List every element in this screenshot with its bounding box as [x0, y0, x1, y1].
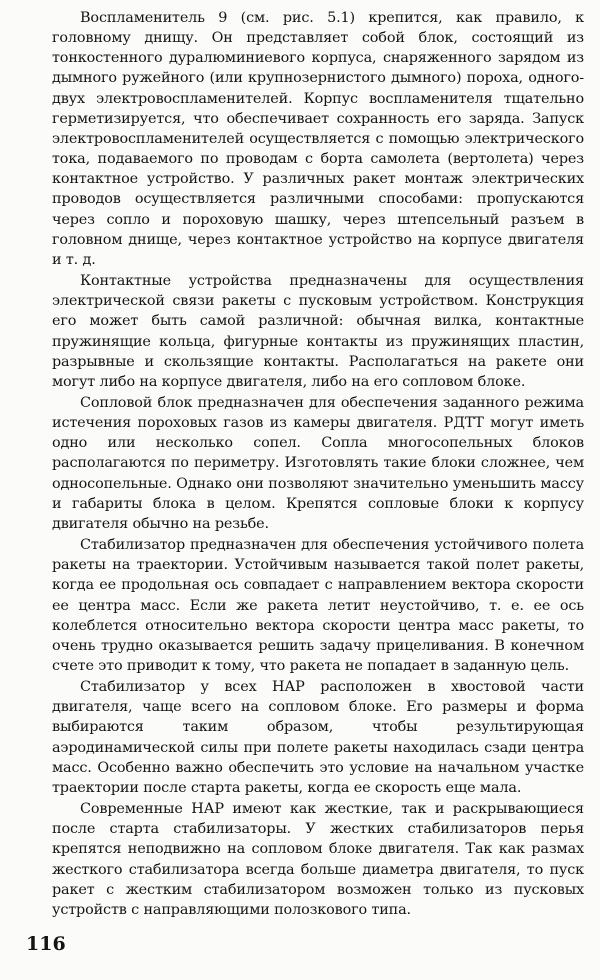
- paragraph-igniter: Воспламенитель 9 (см. рис. 5.1) крепится, как правило, к головному днищу. Он представляет собой блок, состоящий из тонкостенного дуралюминиевого корпуса, снаряженного зарядом из дымного ружейного (или крупнозернистого дымного) пороха, одного-двух электровоспламенителей. Корпус воспламенителя тщательно герметизируется, что обеспечивает сохранность его заряда. Запуск электровоспламенителей осуществляется с помощью электрического тока, подаваемого по проводам с борта самолета (вертолета) через контактное устройство. У различных ракет монтаж электрических проводов осуществляется различными способами: пропускаются через сопло и пороховую шашку, через штепсельный разъем в головном днище, через контактное устройство на корпусе двигателя и т. д.: [52, 10, 584, 268]
- paragraph-nozzle-block: Сопловой блок предназначен для обеспечения заданного режима истечения пороховых газов из камеры двигателя. РДТТ могут иметь одно или несколько сопел. Сопла многосопельных блоков располагаются по периметру. Изготовлять такие блоки сложнее, чем односопельные. Однако они позволяют значительно уменьшить массу и габариты блока в целом. Крепятся сопловые блоки к корпусу двигателя обычно на резьбе.: [52, 394, 584, 532]
- paragraph-stabilizer-location: Стабилизатор у всех НАР расположен в хвостовой части двигателя, чаще всего на сопловом блоке. Его размеры и форма выбираются таким образом, чтобы результирующая аэродинамической силы при полете ракеты находилась сзади центра масс. Особенно важно обеспечить это условие на начальном участке траектории после старта ракеты, когда ее скорость еще мала.: [52, 679, 584, 796]
- page-number: 116: [26, 933, 66, 955]
- paragraph-modern-stabilizers: Современные НАР имеют как жесткие, так и раскрывающиеся после старта стабилизаторы. У жестких стабилизаторов перья крепятся неподвижно на сопловом блоке двигателя. Так как размах жесткого стабилизатора всегда больше диаметра двигателя, то пуск ракет с жестким стабилизатором возможен только из пусковых устройств с направляющими полозкового типа.: [52, 801, 584, 918]
- paragraph-contact-devices: Контактные устройства предназначены для осуществления электрической связи ракеты с пусковым устройством. Конструкция его может быть самой различной: обычная вилка, контактные пружинящие кольца, фигурные контакты из пружинящих пластин, разрывные и скользящие контакты. Располагаться на ракете они могут либо на корпусе двигателя, либо на его сопловом блоке.: [52, 273, 584, 390]
- body-text: [52, 8, 584, 920]
- paragraph-stabilizer-purpose: Стабилизатор предназначен для обеспечения устойчивого полета ракеты на траектории. Устойчивым называется такой полет ракеты, когда ее продольная ось совпадает с направлением вектора скорости ее центра масс. Если же ракета летит неустойчиво, т. е. ее ось колеблется относительно вектора скорости центра масс ракеты, то очень трудно оказывается решить задачу прицеливания. В конечном счете это приводит к тому, что ракета не попадает в заданную цель.: [52, 537, 584, 674]
